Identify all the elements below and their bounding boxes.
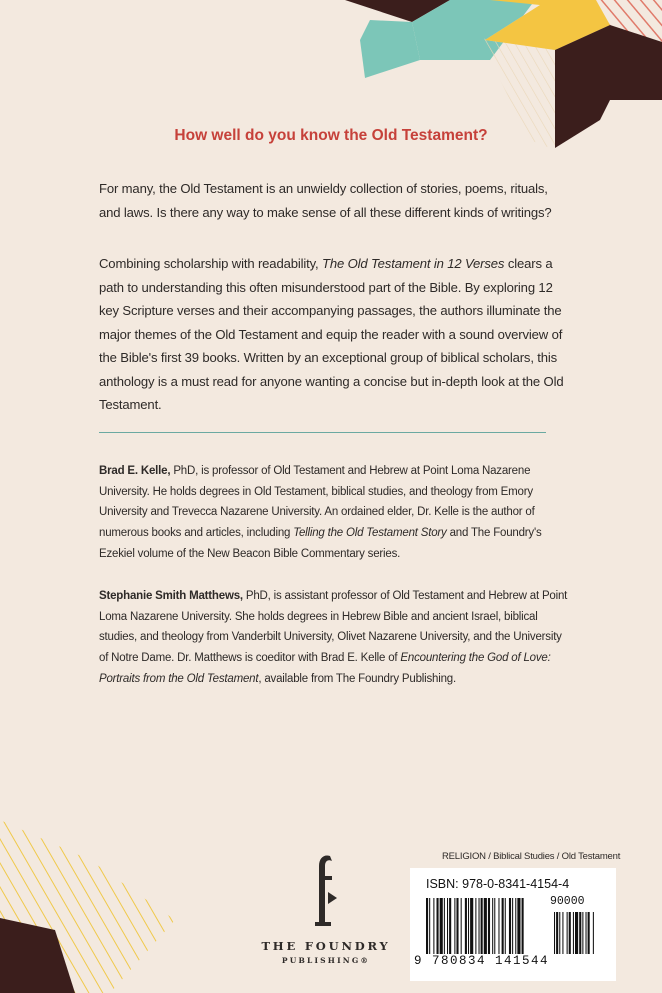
- addon-barcode-bar: [586, 912, 587, 954]
- bottom-left-cubes: [0, 820, 175, 993]
- author-bio-text-end: and The Foundry's Ezekiel volume of the New Beacon Bible Commentary series.: [99, 527, 542, 560]
- barcode-bar: [515, 898, 516, 954]
- barcode-bar: [447, 898, 448, 954]
- author-bio-kelle: [99, 461, 569, 565]
- barcode-bar: [512, 898, 513, 954]
- addon-barcode-bar: [569, 912, 571, 954]
- addon-barcode-bar: [559, 912, 560, 954]
- intro-paragraph: For many, the Old Testament is an unwieldy collection of stories, poems, rituals, and laws. Is there any way to make sense of all these different kinds of writings?: [99, 181, 552, 220]
- publisher-sub: PUBLISHING®: [281, 956, 371, 965]
- author-bio-text: PhD, is professor of Old Testament and Hebrew at Point Loma Nazarene University. He holds degrees in Old Testament, biblical studies, and theology from Emory University and Trevecca Nazarene University. An ordained elder, Dr. Kelle is the author of numerous books and articles, including: [99, 465, 535, 540]
- barcode-bar: [456, 898, 458, 954]
- barcode-bar: [449, 898, 451, 954]
- barcode-bar: [468, 898, 469, 954]
- author-bio-text-end: , available from The Foundry Publishing.: [258, 672, 456, 685]
- addon-barcode-bar: [573, 912, 574, 954]
- addon-barcode-bar: [556, 912, 558, 954]
- barcode-bar: [429, 898, 430, 954]
- divider-rule: [99, 432, 546, 433]
- barcode-bar: [440, 898, 443, 954]
- barcode-bar: [481, 898, 483, 954]
- barcode-bar: [433, 898, 434, 954]
- barcode-bar: [437, 898, 439, 954]
- barcode-bar: [470, 898, 473, 954]
- description-body: clears a path to understanding this often misunderstood part of the Bible. By exploring 12 key Scripture verses and their accompanying passages, the authors illuminate the major themes of the Old Testament and equip the reader with a sound overview of the Bible's first 39 books. Written by an exceptional group of biblical scholars, this anthology is a must read for anyone wanting a concise but in-depth look at the Old Testament.: [99, 256, 564, 412]
- isbn-number: ISBN: 978-0-8341-4154-4: [426, 877, 570, 891]
- barcode-bar: [492, 898, 493, 954]
- barcode-bar: [454, 898, 455, 954]
- price-code: 90000: [550, 895, 585, 908]
- barcode-bar: [475, 898, 476, 954]
- author-name: Brad E. Kelle,: [99, 465, 171, 477]
- author-work-title: Telling the Old Testament Story: [293, 527, 447, 540]
- description-paragraph: [99, 252, 569, 417]
- addon-barcode-bar: [554, 912, 555, 954]
- barcode-bar: [488, 898, 490, 954]
- addon-barcode-bar: [588, 912, 590, 954]
- category-label: RELIGION / Biblical Studies / Old Testament: [442, 851, 621, 862]
- barcode-bar: [502, 898, 504, 954]
- author-name: Stephanie Smith Matthews,: [99, 590, 243, 602]
- author-bio-matthews: [99, 586, 569, 690]
- addon-barcode-bar: [567, 912, 568, 954]
- barcode-bar: [444, 898, 445, 954]
- author-work-title: Encountering the God of Love: Portraits from the Old Testament: [99, 652, 551, 685]
- barcode-bar: [461, 898, 462, 954]
- isbn-barcode-box: [410, 868, 616, 981]
- addon-barcode-bar: [562, 912, 563, 954]
- addon-barcode-bar: [593, 912, 594, 954]
- publisher-logo: [236, 850, 416, 965]
- barcode-bar: [494, 898, 495, 954]
- barcode-bar: [484, 898, 487, 954]
- foundry-f-logo-icon: [306, 850, 346, 932]
- addon-barcode-bar: [579, 912, 581, 954]
- barcode-bar: [509, 898, 511, 954]
- barcode-bar: [522, 898, 524, 954]
- barcode: [420, 898, 610, 956]
- teal-face-lower: [360, 20, 420, 78]
- barcode-bar: [505, 898, 506, 954]
- barcode-bar: [517, 898, 520, 954]
- barcode-bar: [498, 898, 499, 954]
- barcode-digits: 9 780834 141544: [414, 954, 550, 968]
- book-title: The Old Testament in 12 Verses: [322, 256, 505, 271]
- addon-barcode-bar: [575, 912, 578, 954]
- author-bio-text: PhD, is assistant professor of Old Testament and Hebrew at Point Loma Nazarene University. She holds degrees in Hebrew Bible and ancient Israel, biblical studies, and theology from Vanderbilt University, Olivet Nazarene University, and the University of Notre Dame. Dr. Matthews is coeditor with Brad E. Kelle of: [99, 590, 568, 665]
- publisher-name: THE FOUNDRY: [261, 939, 391, 953]
- barcode-bar: [479, 898, 480, 954]
- addon-barcode-bar: [582, 912, 583, 954]
- barcode-bar: [465, 898, 467, 954]
- barcode-bar: [426, 898, 428, 954]
- description-lead: Combining scholarship with readability,: [99, 256, 323, 271]
- headline: How well do you know the Old Testament?: [174, 127, 488, 144]
